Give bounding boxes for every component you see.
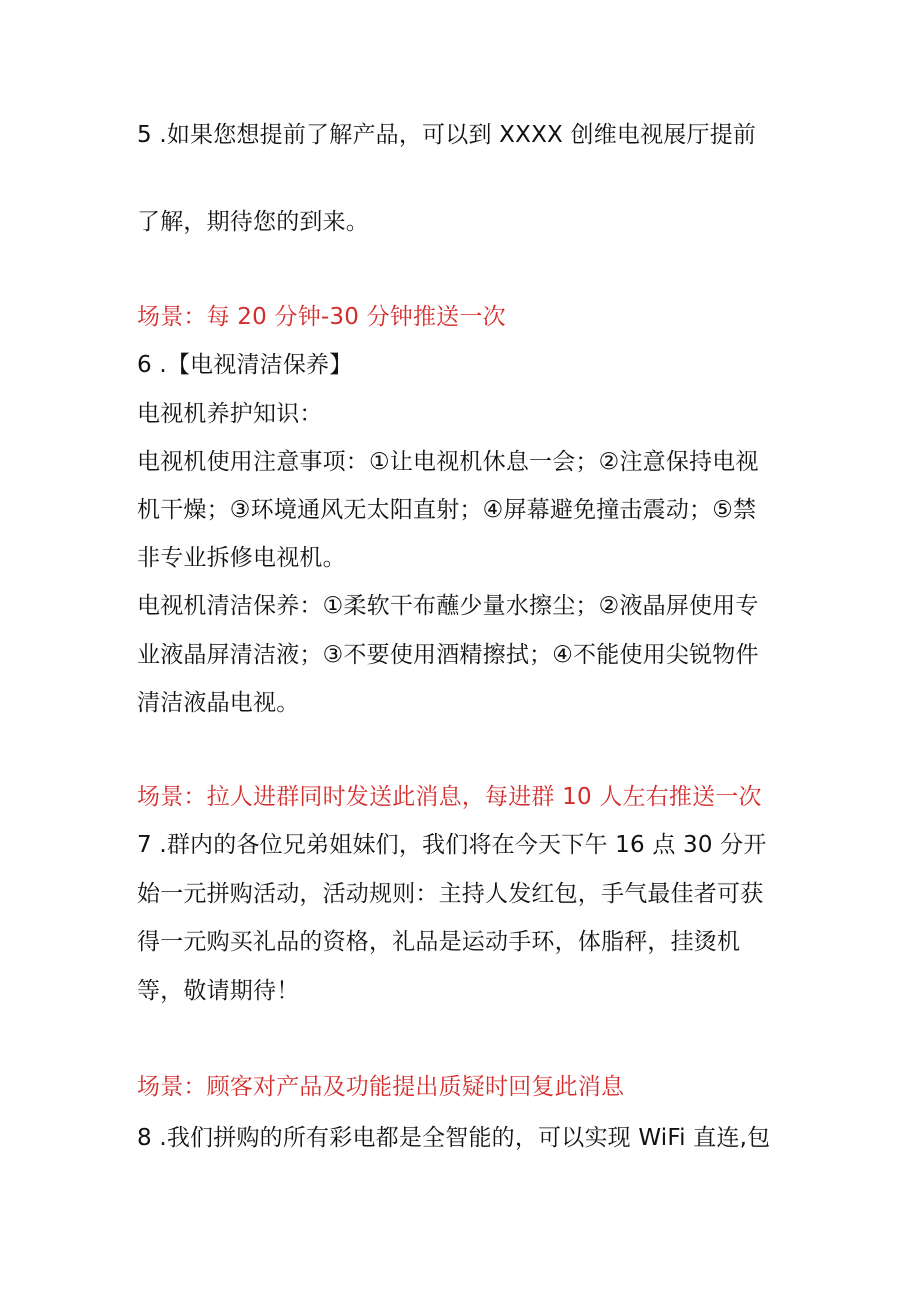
item7-line4: 等，敬请期待！	[137, 978, 300, 1004]
item5-line1: 5 .如果您想提前了解产品，可以到 XXXX 创维电视展厅提前	[137, 122, 757, 148]
item6-line1: 电视机使用注意事项：①让电视机休息一会；②注意保持电视	[137, 449, 759, 475]
item6-line4: 电视机清洁保养：①柔软干布蘸少量水擦尘；②液晶屏使用专	[137, 593, 759, 619]
item6-line2: 机干燥；③环境通风无太阳直射；④屏幕避免撞击震动；⑤禁	[137, 497, 757, 523]
item6-line6: 清洁液晶电视。	[137, 690, 300, 716]
item7-line1: 7 .群内的各位兄弟姐妹们，我们将在今天下午 16 点 30 分开	[137, 832, 767, 858]
scene-heading-2: 场景：拉人进群同时发送此消息，每进群 10 人左右推送一次	[137, 784, 762, 810]
item5-line2: 了解，期待您的到来。	[137, 209, 369, 235]
item8-line1: 8 .我们拼购的所有彩电都是全智能的，可以实现 WiFi 直连,包	[137, 1125, 771, 1151]
item7-line2: 始一元拼购活动，活动规则：主持人发红包，手气最佳者可获	[137, 881, 764, 907]
scene-heading-1: 场景：每 20 分钟-30 分钟推送一次	[137, 304, 506, 330]
item7-line3: 得一元购买礼品的资格，礼品是运动手环，体脂秤，挂烫机	[137, 929, 741, 955]
item6-line5: 业液晶屏清洁液；③不要使用酒精擦拭；④不能使用尖锐物件	[137, 642, 759, 668]
item6-line3: 非专业拆修电视机。	[137, 545, 346, 571]
item6-title: 6 .【电视清洁保养】	[137, 352, 353, 378]
item6-subtitle: 电视机养护知识：	[137, 401, 323, 427]
scene-heading-3: 场景：顾客对产品及功能提出质疑时回复此消息	[137, 1074, 625, 1100]
